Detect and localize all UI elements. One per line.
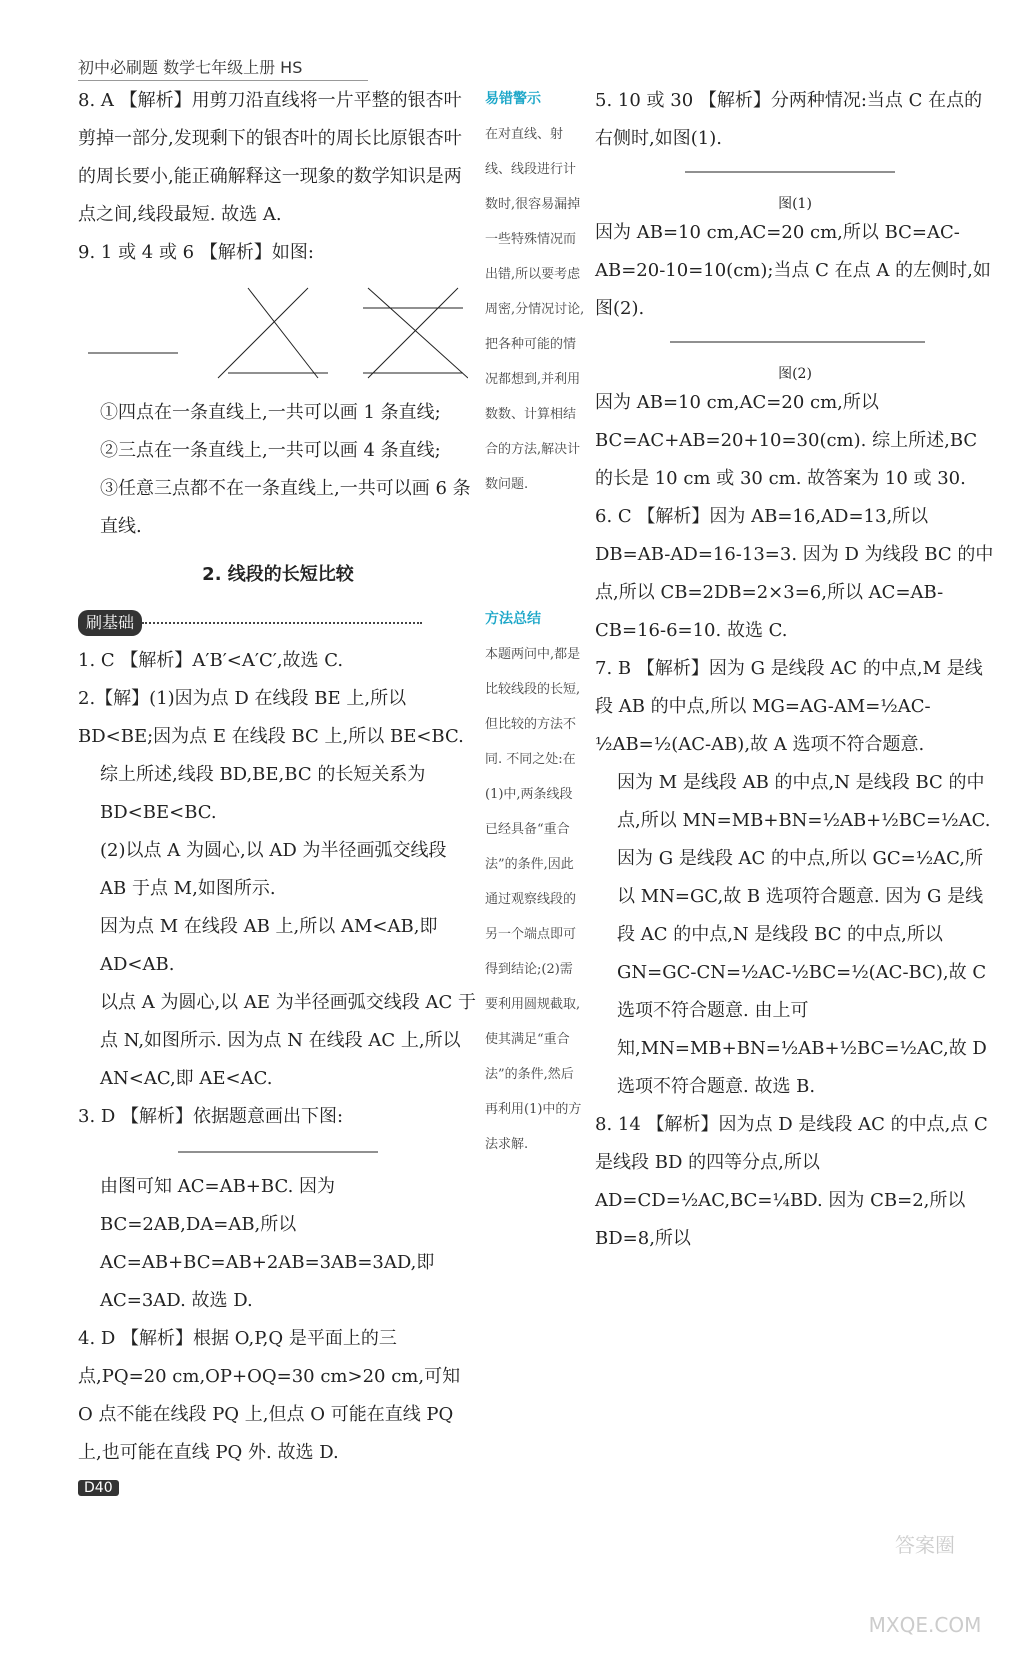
q5-figure-2	[595, 334, 925, 358]
b4-text: 4. D 【解析】根据 O,P,Q 是平面上的三点,PQ=20 cm,OP+OQ=30 cm>20 cm,可知 O 点不能在线段 PQ 上,但点 O 可能在直线 PQ 上,也可能在直线 PQ 外. 故选 D.	[78, 1328, 461, 1463]
tip2-title: 方法总结	[485, 611, 541, 627]
b2-text-e: 以点 A 为圆心,以 AE 为半径画弧交线段 AC 于点 N,如图所示. 因为点 N 在线段 AC 上,所以 AN<AC,即 AE<AC.	[100, 992, 476, 1089]
q7-text-c: 因为 G 是线段 AC 的中点,所以 GC=½AC,所以 MN=GC,故 B 选项符合题意. 因为 G 是线段 AC 的中点,N 是线段 BC 的中点,所以 GN=GC-CN=½AC-½BC=½(AC-BC),故 C 选项不符合题意. 由上可知,MN=MB+BN=½AB+½BC=½AC,故 D 选项不符合题意. 故选 B.	[617, 848, 987, 1097]
section-title: 2. 线段的长短比较	[202, 564, 354, 585]
tip1-title: 易错警示	[485, 91, 541, 107]
q9-case-2: ②三点在一条直线上,一共可以画 4 条直线;	[100, 440, 441, 461]
basics-badge: 刷基础	[78, 610, 142, 636]
fig-line-4	[368, 288, 458, 378]
q9-text: 9. 1 或 4 或 6 【解析】如图:	[78, 242, 314, 263]
b2-text-c: (2)以点 A 为圆心,以 AD 为半径画弧交线段 AB 于点 M,如图所示.	[100, 840, 447, 899]
q8r-text: 8. 14 【解析】因为点 D 是线段 AC 的中点,点 C 是线段 BD 的四等分点,所以 AD=CD=½AC,BC=¼BD. 因为 CB=2,所以 BD=8,所以	[595, 1114, 988, 1249]
right-column	[595, 82, 995, 1258]
tip2-text: 本题两问中,都是比较线段的长短,但比较的方法不同. 不同之处:在(1)中,两条线段已经具备“重合法”的条件,因此通过观察线段的另一个端点即可得到结论;(2)需要利用圆规截取,使其满足“重合法”的条件,然后再利用(1)中的方法求解.	[485, 647, 582, 1152]
q9-case-1: ①四点在一条直线上,一共可以画 1 条直线;	[100, 402, 441, 423]
fig-line-2	[248, 288, 318, 378]
b1-text: 1. C 【解析】A′B′<A′C′,故选 C.	[78, 650, 344, 671]
dotted-rule	[142, 622, 422, 624]
q5-text: 5. 10 或 30 【解析】分两种情况:当点 C 在点的右侧时,如图(1).	[595, 90, 983, 149]
fig-line-5	[368, 288, 468, 378]
q9-figures	[78, 278, 468, 388]
tip1-text: 在对直线、射线、线段进行计数时,很容易漏掉一些特殊情况而出错,所以要考虑周密,分情况讨论,把各种可能的情况都想到,并利用数数、计算相结合的方法,解决计数问题.	[485, 127, 585, 492]
q5-figure-1	[595, 164, 895, 188]
q5-text-c: 因为 AB=10 cm,AC=20 cm,所以 BC=AC+AB=20+10=30(cm). 综上所述,BC 的长是 10 cm 或 30 cm. 故答案为 10 或 30.	[595, 392, 978, 489]
page-number: D40	[78, 1480, 119, 1496]
b3-text: 3. D 【解析】依据题意画出下图:	[78, 1106, 344, 1127]
q6-text: 6. C 【解析】因为 AB=16,AD=13,所以 DB=AB-AD=16-13=3. 因为 D 为线段 BC 的中点,所以 CB=2DB=2×3=6,所以 AC=AB-CB=16-6=10. 故选 C.	[595, 506, 994, 641]
q7-text: 7. B 【解析】因为 G 是线段 AC 的中点,M 是线段 AB 的中点,所以 MG=AG-AM=½AC-½AB=½(AC-AB),故 A 选项不符合题意.	[595, 658, 983, 755]
q9-case-3: ③任意三点都不在一条直线上,一共可以画 6 条直线.	[100, 478, 471, 537]
b2-text-b: 综上所述,线段 BD,BE,BC 的长短关系为 BD<BE<BC.	[100, 764, 426, 823]
b3-figure	[78, 1142, 378, 1162]
q5-text-b: 因为 AB=10 cm,AC=20 cm,所以 BC=AC-AB=20-10=10(cm);当点 C 在点 A 的左侧时,如图(2).	[595, 222, 991, 319]
q5-caption-2: 图(2)	[778, 366, 812, 382]
watermark: 答案圈 MXQE.COM	[868, 1533, 982, 1637]
b2-text-a: 2.【解】(1)因为点 D 在线段 BE 上,所以 BD<BE;因为点 E 在线段 BC 上,所以 BE<BC.	[78, 688, 464, 747]
fig-line-1	[218, 288, 308, 378]
left-column	[78, 82, 478, 1472]
q5-caption-1: 图(1)	[778, 196, 812, 212]
b3-text-b: 由图可知 AC=AB+BC. 因为 BC=2AB,DA=AB,所以 AC=AB+BC=AB+2AB=3AB=3AD,即 AC=3AD. 故选 D.	[100, 1176, 435, 1311]
q7-text-b: 因为 M 是线段 AB 的中点,N 是线段 BC 的中点,所以 MN=MB+BN=½AB+½BC=½AC.	[617, 772, 991, 831]
side-notes	[485, 82, 585, 1162]
q8-text: 8. A 【解析】用剪刀沿直线将一片平整的银杏叶剪掉一部分,发现剩下的银杏叶的周长比原银杏叶的周长要小,能正确解释这一现象的数学知识是两点之间,线段最短. 故选 A.	[78, 90, 462, 225]
b2-text-d: 因为点 M 在线段 AB 上,所以 AM<AB,即 AD<AB.	[100, 916, 438, 975]
page-header: 初中必刷题 数学七年级上册 HS	[78, 55, 368, 81]
